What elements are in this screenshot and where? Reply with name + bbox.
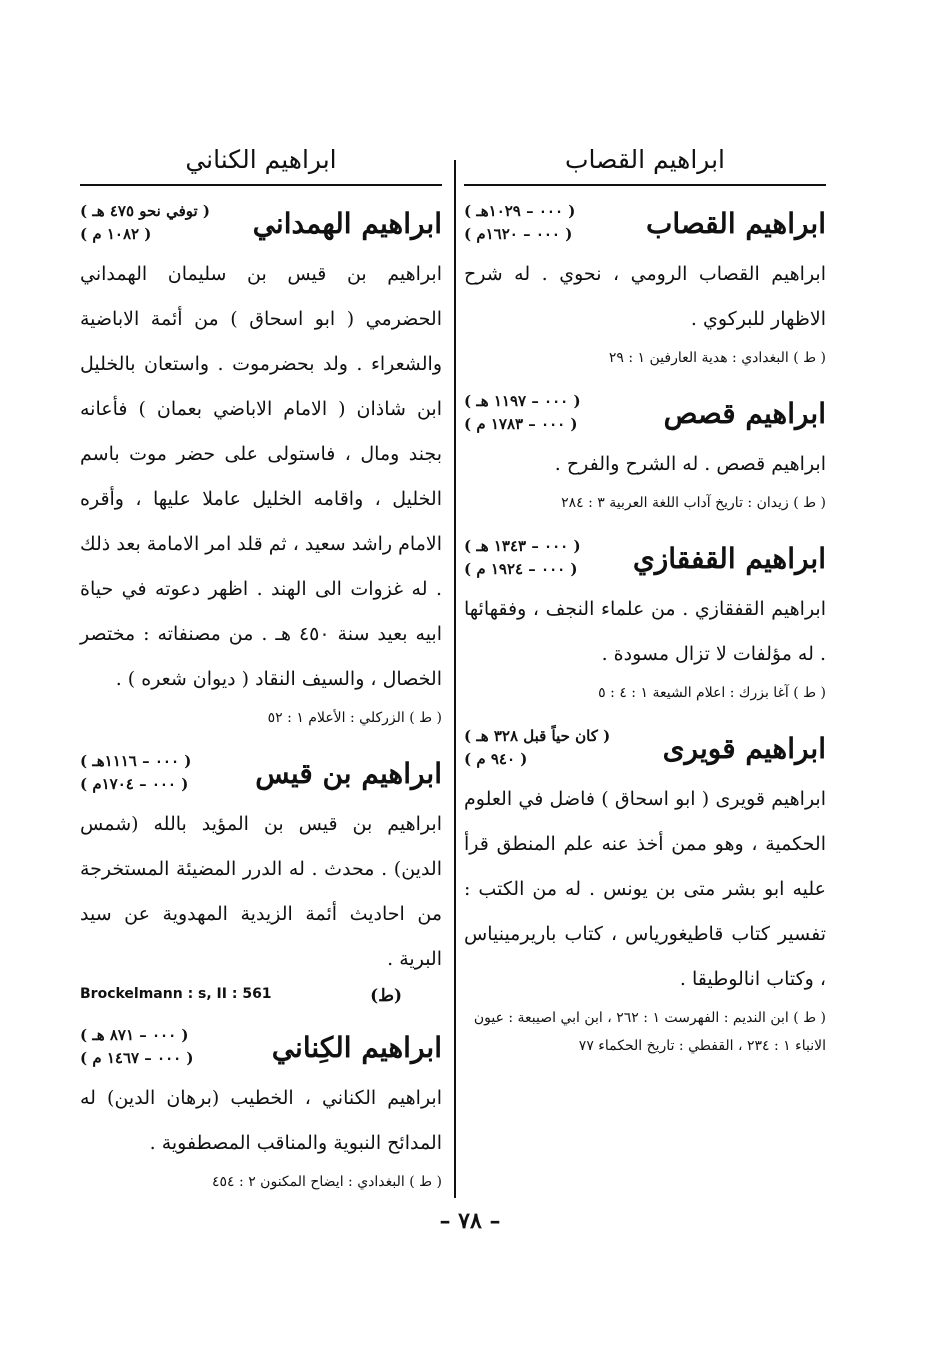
entry-body: ابراهيم الكناني ، الخطيب (برهان الدين) له المدائح النبوية والمناقب المصطفوية . — [80, 1087, 442, 1154]
right-column — [464, 142, 826, 1078]
entry-body: ابراهيم قويرى ( ابو اسحاق ) فاضل في العلوم الحكمية ، وهو ممن أخذ عنه علم المنطق قرأ عليه ابو بشر متى بن يونس . له من الكتب : تفسير كتاب قاطيغورياس ، كتاب باريرمينياس ، وكتاب انالوطيقا . — [464, 788, 826, 990]
dates-hijri: ( ٠٠٠ – ٨٧١ هـ ) — [80, 1026, 189, 1044]
entry-body: ابراهيم القصاب الرومي ، نحوي . له شرح الاظهار للبركوي . — [464, 263, 826, 330]
entry-name: ابراهيم قصص — [663, 396, 826, 430]
page-number: – ٧٨ – — [439, 1208, 501, 1234]
dates-hijri: ( ٠٠٠ – ١٣٤٣ هـ ) — [464, 537, 581, 555]
entry-name: ابراهيم بن قيس — [255, 756, 442, 790]
entry — [464, 200, 826, 372]
entry-name: ابراهيم قويرى — [662, 731, 826, 765]
dates-gregorian: ( ٠٠٠ – ١٤٦٧ م ) — [80, 1049, 194, 1067]
entry-dates — [80, 200, 210, 246]
entry-body: ابراهيم قصص . له الشرح والفرح . — [554, 453, 826, 475]
dates-gregorian: ( ٠٠٠ – ١٩٢٤ م ) — [464, 560, 578, 578]
entry-dates — [464, 390, 581, 436]
dates-hijri: ( توفي نحو ٤٧٥ هـ ) — [80, 202, 211, 220]
entry-name: ابراهيم القصاب — [645, 206, 826, 240]
column-rule — [464, 184, 826, 186]
entry-name: ابراهيم الهمداني — [252, 206, 442, 240]
entry — [464, 535, 826, 707]
dates-gregorian: ( ٠٠٠ – ١٧٠٤م ) — [80, 775, 189, 793]
entry-dates — [464, 725, 610, 771]
dates-gregorian: ( ٠٠٠ – ١٧٨٣ م ) — [464, 415, 578, 433]
entry-dates — [464, 200, 575, 246]
dates-hijri: ( ٠٠٠ – ١٠٢٩هـ ) — [464, 202, 576, 220]
entry — [80, 1024, 442, 1196]
dates-hijri: ( كان حياً قبل ٣٢٨ هـ ) — [464, 727, 611, 745]
dates-gregorian: ( ١٠٨٢ م ) — [80, 225, 152, 243]
entry-dates — [80, 1024, 194, 1070]
source-citation: Brockelmann : s, II : 561 — [80, 986, 272, 1002]
entry — [464, 725, 826, 1060]
column-title: ابراهيم الكناني — [185, 145, 337, 174]
entry-source: ( ط ) البغدادي : ايضاح المكنون ٢ : ٤٥٤ — [212, 1174, 442, 1190]
dates-hijri: ( ٠٠٠ – ١١١٦هـ ) — [80, 752, 192, 770]
column-divider — [454, 160, 456, 1198]
entry-source: ( ط ) آغا بزرك : اعلام الشيعة ١ : ٤ : ٥ — [598, 685, 826, 701]
entry-dates — [80, 750, 191, 796]
entry-body: ابراهيم بن قيس بن سليمان الهمداني الحضرمي ( ابو اسحاق ) من أئمة الاباضية والشعراء . ولد بحضرموت . واستعان بالخليل ابن شاذان ( الامام الاباضي بعمان ) فأعانه بجند ومال ، فاستولى على حضر موت باسم الخليل ، واقامه الخليل عاملا عليها ، وأقره الامام راشد سعيد ، ثم قلد امر الامامة بعد ذلك . له غزوات الى الهند . اظهر دعوته في حياة ابيه بعيد سنة ٤٥٠ هـ . من مصنفاته : مختصر الخصال ، والسيف النقاد ( ديوان شعره ) . — [80, 263, 443, 690]
entry-source: ( ط ) ابن النديم : الفهرست ١ : ٢٦٢ ، ابن ابي اصيبعة : عيون الانباء ١ : ٢٣٤ ، القفطي : تاريخ الحكماء ٧٧ — [473, 1010, 826, 1054]
entry-name: ابراهيم الكِناني — [271, 1030, 442, 1064]
source-tag: (ط) — [370, 986, 402, 1006]
dates-gregorian: ( ٩٤٠ م ) — [464, 750, 528, 768]
entry-source: ( ط ) الزركلي : الأعلام ١ : ٥٢ — [267, 710, 442, 726]
dates-gregorian: ( ٠٠٠ – ١٦٢٠م ) — [464, 225, 573, 243]
entry-source: ( ط ) البغدادي : هدية العارفين ١ : ٢٩ — [608, 350, 826, 366]
column-rule — [80, 184, 442, 186]
dates-hijri: ( ٠٠٠ – ١١٩٧ هـ ) — [464, 392, 581, 410]
column-title: ابراهيم القصاب — [565, 145, 725, 174]
entry-body: ابراهيم القفقازي . من علماء النجف ، وفقهائها . له مؤلفات لا تزال مسودة . — [464, 598, 826, 665]
entry-dates — [464, 535, 581, 581]
entry-source: ( ط ) زيدان : تاريخ آداب اللغة العربية ٣ : ٢٨٤ — [561, 495, 826, 511]
entry — [464, 390, 826, 517]
entry — [80, 750, 442, 1006]
entry-name: ابراهيم القفقازي — [632, 541, 826, 575]
entry — [80, 200, 442, 732]
entry-body: ابراهيم بن قيس بن المؤيد بالله (شمس الدين) . محدث . له الدرر المضيئة المستخرجة من احاديث أئمة الزيدية المهدوية عن سيد البرية . — [80, 813, 442, 970]
left-column — [80, 142, 442, 1214]
entry-source — [80, 986, 442, 1006]
